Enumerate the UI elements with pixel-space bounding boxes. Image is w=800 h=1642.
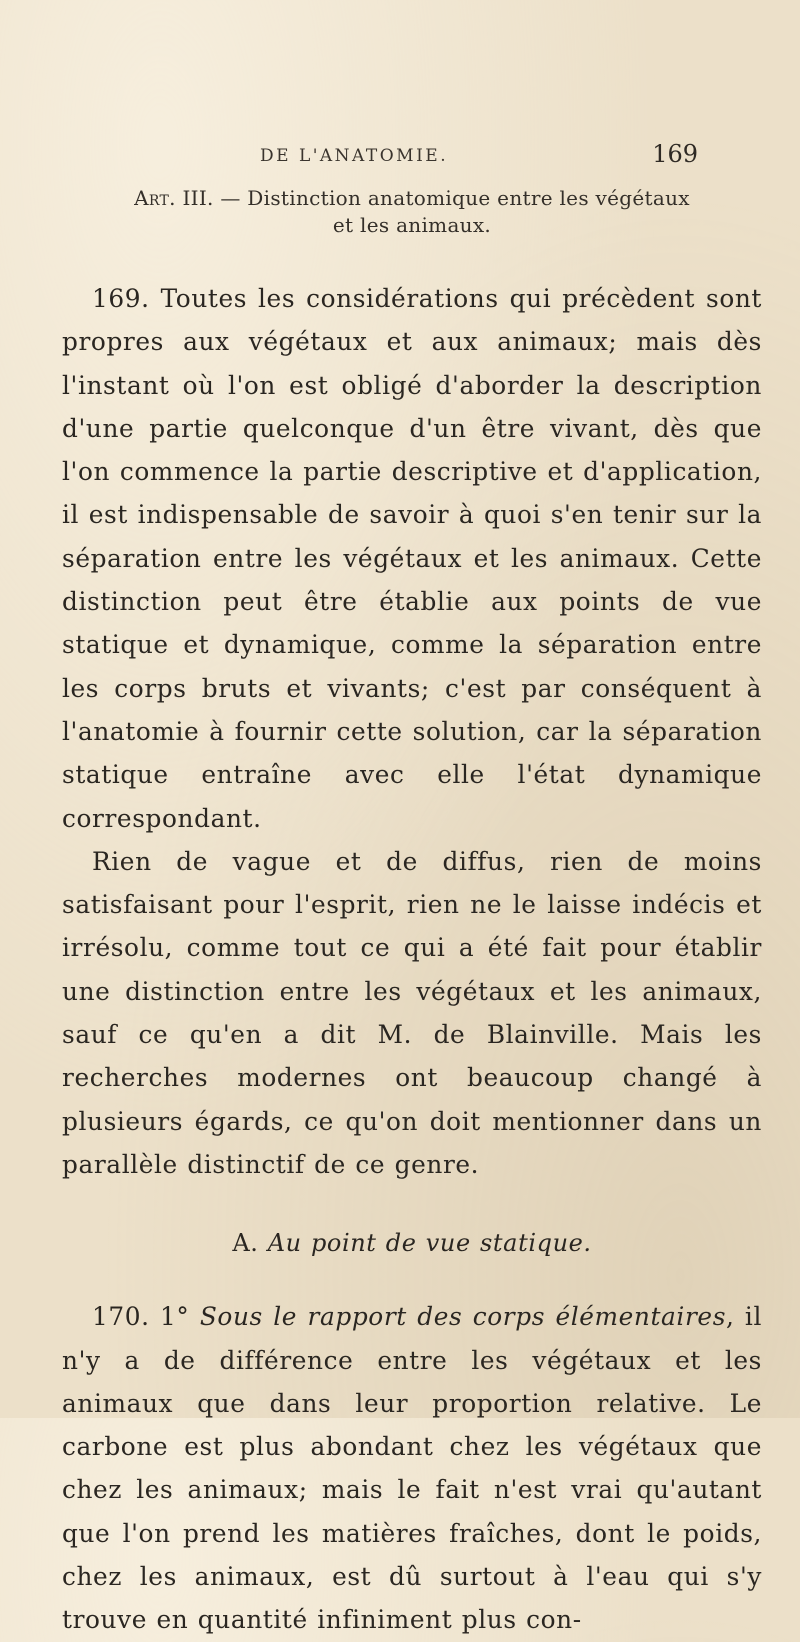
page-number: 169 xyxy=(652,140,698,168)
article-title-line-2: et les animaux. xyxy=(332,213,492,237)
paragraph-170-text: , il n'y a de différence entre les végétaux et les animaux que dans leur proportion relative. Le carbone est plus abondant chez les végétaux que chez les animaux; mais le fait n'est vrai qu'autant que l'on prend les matières fraîches, dont le poids, chez les animaux, est dû surtout à l'eau qui s'y trouve en quantité infiniment plus con- xyxy=(62,1302,762,1635)
article-label: Art. xyxy=(134,186,176,210)
paragraph-170 xyxy=(62,1295,762,1641)
section-title: Au point de vue statique. xyxy=(267,1229,592,1258)
running-head xyxy=(62,138,762,178)
book-page xyxy=(62,138,762,1642)
paragraph-169: 169. Toutes les considérations qui précèdent sont propres aux végétaux et aux animaux; mais dès l'instant où l'on est obligé d'aborder la description d'une partie quelconque d'un être vivant, dès que l'on commence la partie descriptive et d'application, il est indispensable de savoir à quoi s'en tenir sur la séparation entre les végétaux et les animaux. Cette distinction peut être établie aux points de vue statique et dynamique, comme la séparation entre les corps bruts et vivants; c'est par conséquent à l'anatomie à fournir cette solution, car la séparation statique entraîne avec elle l'état dynamique correspondant. xyxy=(62,284,762,833)
paragraph-169-continued: Rien de vague et de diffus, rien de moins satisfaisant pour l'esprit, rien ne le laisse indécis et irrésolu, comme tout ce qui a été fait pour établir une distinction entre les végétaux et les animaux, sauf ce qu'en a dit M. de Blainville. Mais les recherches modernes ont beaucoup changé à plusieurs égards, ce qu'on doit mentionner dans un parallèle distinctif de ce genre. xyxy=(62,846,762,1179)
paragraph-170-italic: Sous le rapport des corps élémentaires xyxy=(199,1302,727,1332)
paragraph-170-number: 170. 1° xyxy=(92,1302,190,1332)
article-title: III. — Distinction anatomique entre les végétaux xyxy=(175,186,690,210)
body-text xyxy=(62,277,762,1642)
section-heading xyxy=(62,1222,762,1265)
section-letter: A. xyxy=(232,1229,259,1258)
article-heading-line-1 xyxy=(62,185,762,212)
article-heading xyxy=(62,185,762,239)
running-title: DE L'ANATOMIE. xyxy=(260,146,449,166)
